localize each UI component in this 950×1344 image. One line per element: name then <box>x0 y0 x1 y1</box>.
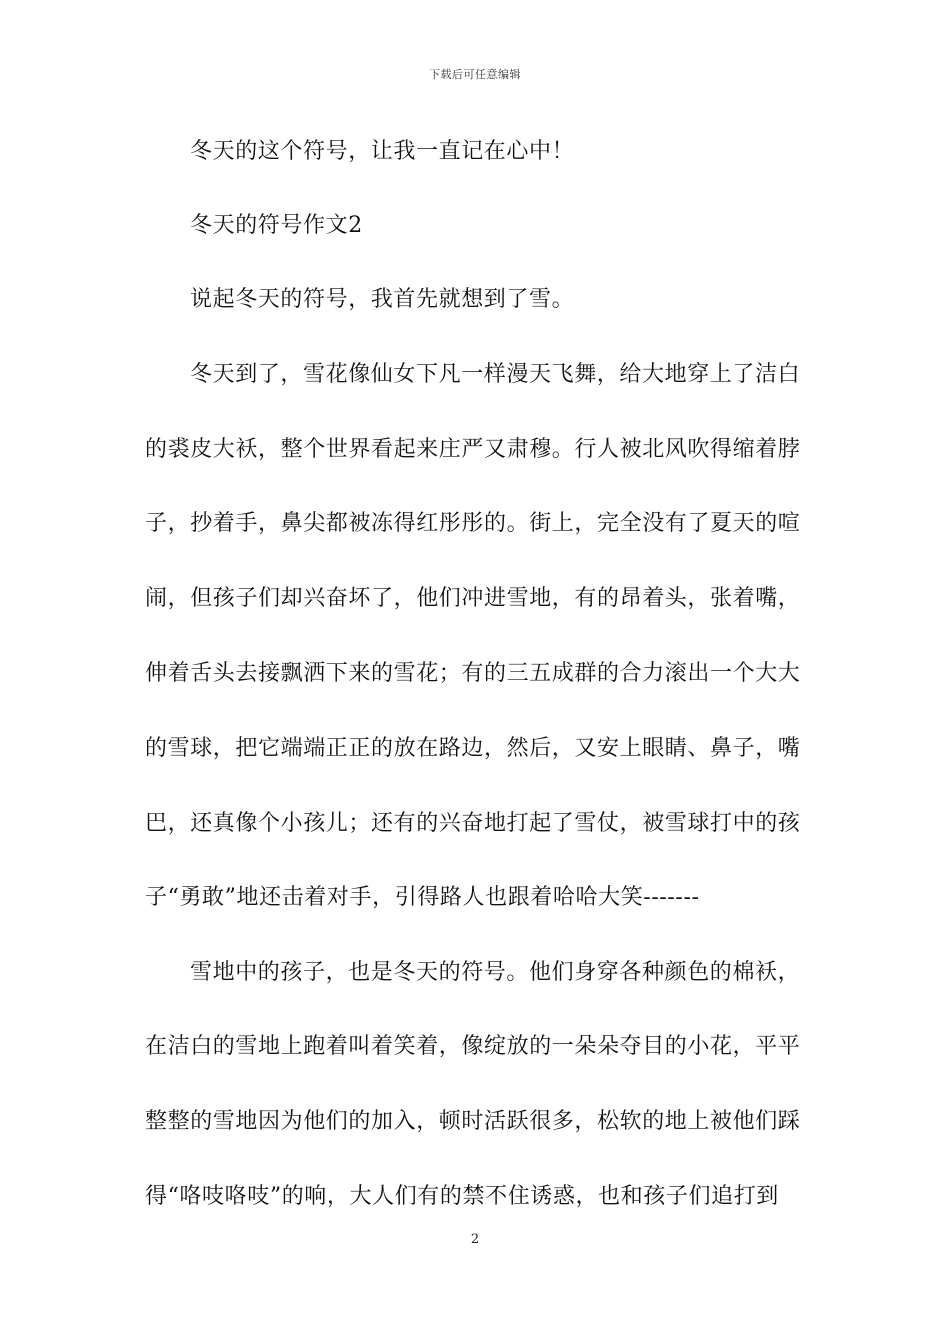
paragraph-line: 得“咯吱咯吱”的响，大人们有的禁不住诱惑，也和孩子们追打到 <box>145 1184 779 1209</box>
paragraph-line: 巴，还真像个小孩儿；还有的兴奋地打起了雪仗，被雪球打中的孩 <box>145 811 801 836</box>
paragraph-line: 闹，但孩子们却兴奋坏了，他们冲进雪地，有的昂着头，张着嘴， <box>145 586 801 611</box>
section-title: 冬天的符号作文2 <box>190 213 363 238</box>
paragraph-line: 在洁白的雪地上跑着叫着笑着，像绽放的一朵朵夺目的小花，平平 <box>145 1034 801 1059</box>
paragraph-line: 子“勇敢”地还击着对手，引得路人也跟着哈哈大笑------- <box>145 885 700 910</box>
paragraph-line: 伸着舌头去接飘洒下来的雪花；有的三五成群的合力滚出一个大大 <box>145 661 801 686</box>
paragraph-line: 整整的雪地因为他们的加入，顿时活跃很多，松软的地上被他们踩 <box>145 1109 801 1134</box>
paragraph-line: 子，抄着手，鼻尖都被冻得红彤彤的。街上，完全没有了夏天的喧 <box>145 511 801 536</box>
paragraph-line: 的雪球，把它端端正正的放在路边，然后，又安上眼睛、鼻子，嘴 <box>145 736 801 761</box>
paragraph-line: 雪地中的孩子，也是冬天的符号。他们身穿各种颜色的棉袄， <box>190 960 801 985</box>
page-number: 2 <box>470 1232 480 1247</box>
paragraph-line: 的裘皮大袄，整个世界看起来庄严又肃穆。行人被北风吹得缩着脖 <box>145 437 801 462</box>
page-header: 下载后可任意编辑 <box>429 68 521 81</box>
paragraph-line: 冬天到了，雪花像仙女下凡一样漫天飞舞，给大地穿上了洁白 <box>190 362 801 387</box>
paragraph-line: 冬天的这个符号，让我一直记在心中！ <box>190 139 575 164</box>
paragraph-line: 说起冬天的符号，我首先就想到了雪。 <box>190 287 575 312</box>
